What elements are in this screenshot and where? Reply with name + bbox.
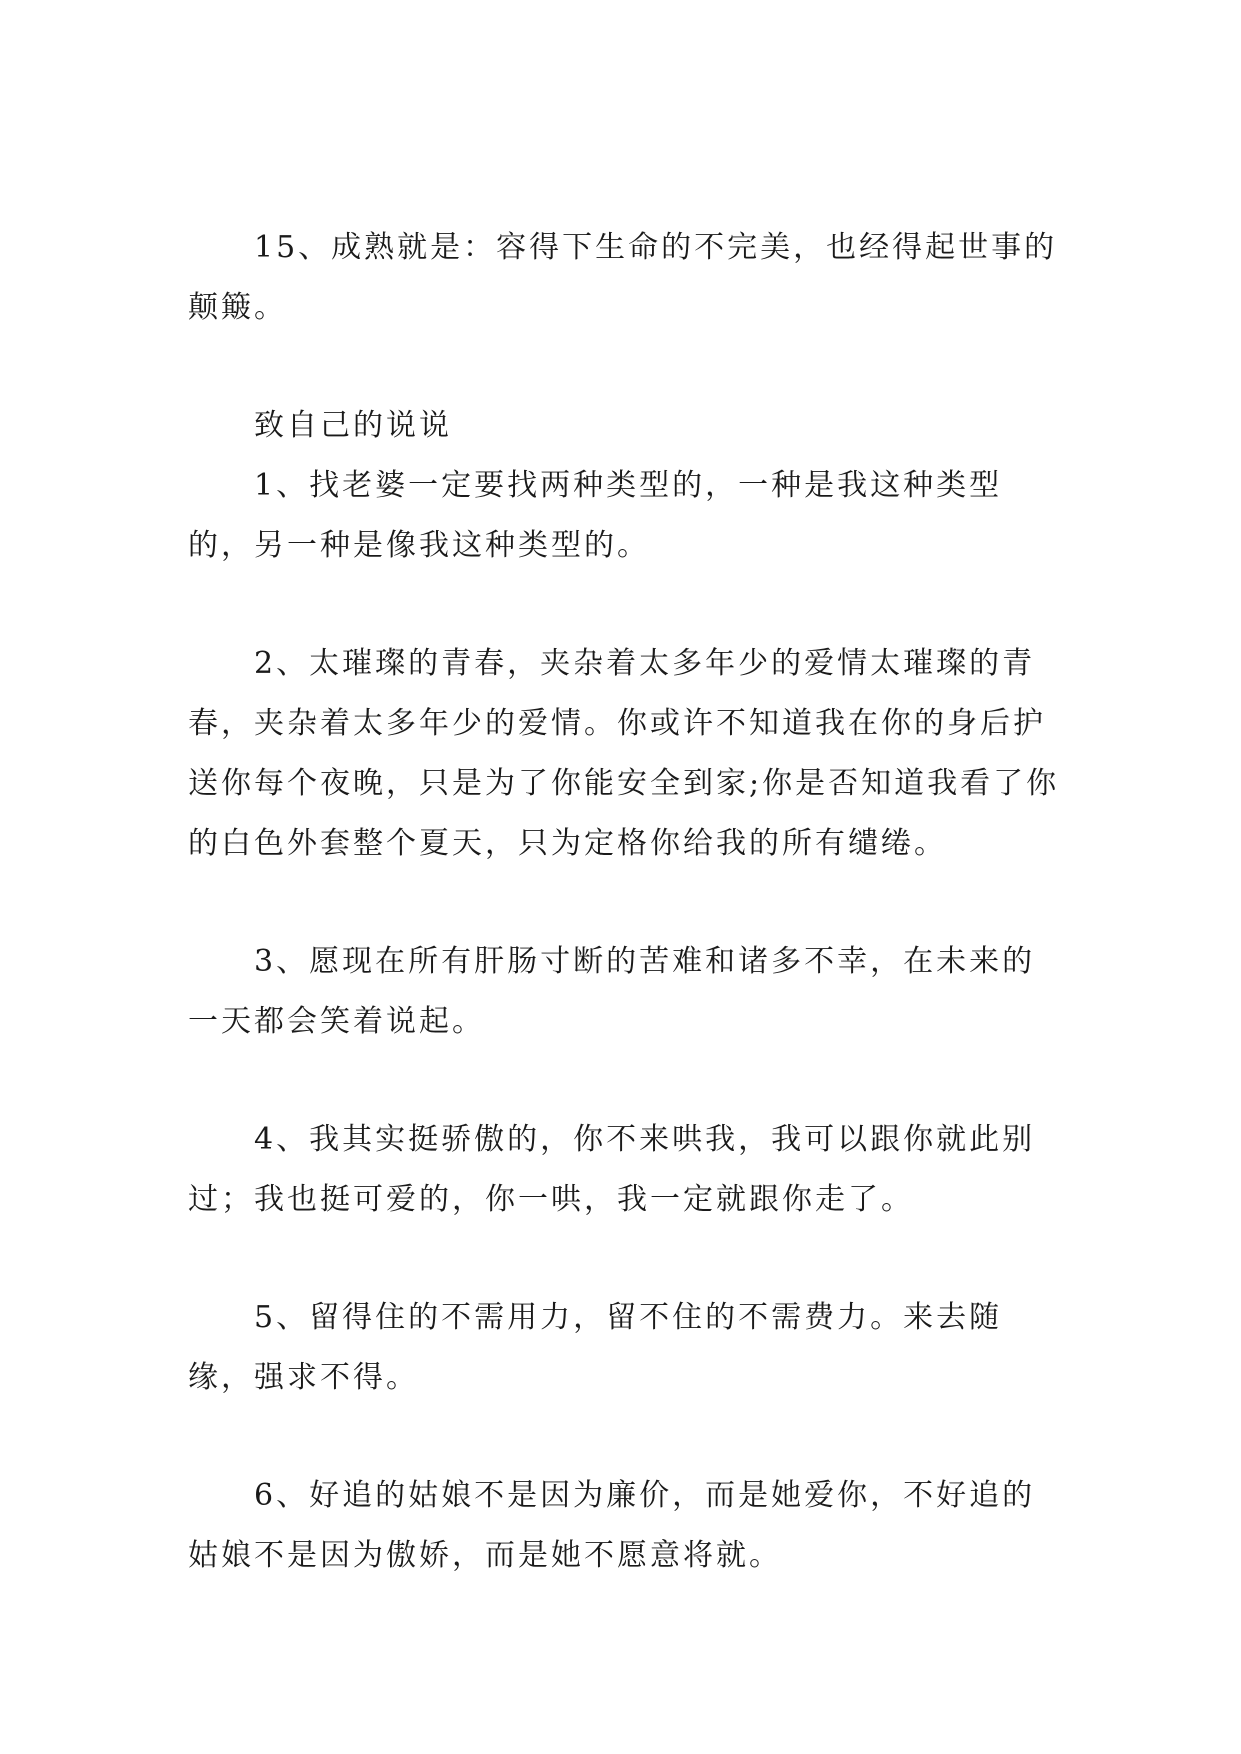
list-item-6: 6、好追的姑娘不是因为廉价，而是她爱你，不好追的姑娘不是因为傲娇，而是她不愿意将就。	[188, 1478, 1036, 1573]
paragraph-gap	[188, 874, 1068, 932]
paragraph-gap	[188, 576, 1068, 634]
paragraph-gap	[188, 1408, 1068, 1466]
paragraph-gap	[188, 1230, 1068, 1288]
document-body	[188, 218, 1068, 1586]
list-item-1: 1、找老婆一定要找两种类型的，一种是我这种类型的，另一种是像我这种类型的。	[188, 468, 1003, 563]
list-item-3: 3、愿现在所有肝肠寸断的苦难和诸多不幸，在未来的一天都会笑着说起。	[188, 944, 1036, 1039]
paragraph-15: 15、成熟就是：容得下生命的不完美，也经得起世事的颠簸。	[188, 230, 1058, 325]
paragraph-gap	[188, 1052, 1068, 1110]
list-item-4: 4、我其实挺骄傲的，你不来哄我，我可以跟你就此别过；我也挺可爱的，你一哄，我一定就跟你走了。	[188, 1122, 1036, 1217]
paragraph-gap	[188, 338, 1068, 396]
section-heading: 致自己的说说	[254, 408, 452, 443]
list-item-5: 5、留得住的不需用力，留不住的不需费力。来去随缘，强求不得。	[188, 1300, 1003, 1395]
list-item-2: 2、太璀璨的青春，夹杂着太多年少的爱情太璀璨的青春，夹杂着太多年少的爱情。你或许不知道我在你的身后护送你每个夜晚，只是为了你能安全到家;你是否知道我看了你的白色外套整个夏天，只为定格你给我的所有缱绻。	[188, 646, 1060, 861]
